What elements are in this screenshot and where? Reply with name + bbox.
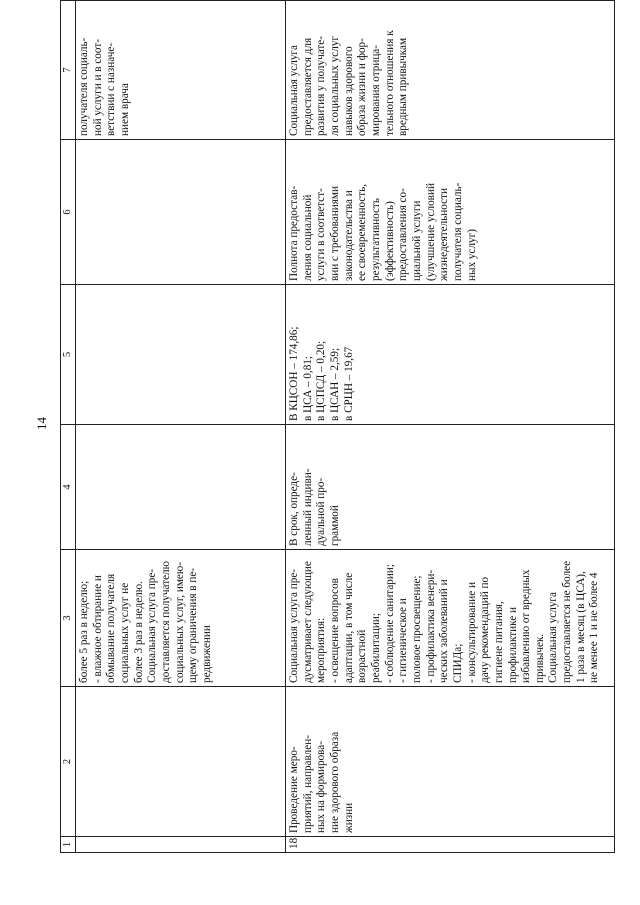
cell-line: приятий, направлен- — [301, 735, 314, 833]
cell-line: более 5 раз в неделю; — [78, 580, 90, 683]
cell-line: возрастной — [356, 629, 369, 683]
cell-line: жизни — [342, 802, 355, 833]
cell-line: предоставления со- — [397, 188, 410, 281]
row2-conditions — [286, 1, 615, 140]
header-col-2: 2 — [61, 687, 76, 837]
cell-line: (эффективность) — [383, 201, 396, 281]
header-col-4: 4 — [61, 425, 76, 550]
cell-line: дачу рекомендаций по — [479, 576, 492, 683]
cell-line: гигиене питания, — [492, 601, 505, 683]
cell-line: социальных услуг, имею- — [173, 562, 186, 683]
cell-line: избавлению от вредных — [520, 569, 533, 683]
row2-volume — [286, 285, 615, 425]
row2-quality — [286, 140, 615, 285]
header-col-5: 5 — [61, 285, 76, 425]
cell-line: В КЦСОН – 174,86; — [288, 326, 300, 421]
cell-line: щему ограничения в пе- — [187, 567, 200, 683]
table-row — [286, 1, 615, 853]
cell-line: услуги в соответст- — [315, 188, 328, 281]
row1-volume — [76, 285, 286, 425]
cell-line: ных на формирова- — [315, 741, 328, 833]
services-table — [60, 0, 615, 853]
cell-line: вредным привычкам — [397, 37, 410, 136]
cell-line: редвижении — [200, 625, 213, 683]
table-row — [76, 1, 286, 853]
cell-line: половое просвещение; — [410, 575, 423, 683]
cell-line: привычек. — [533, 633, 546, 683]
cell-line: СПИДа; — [451, 643, 464, 683]
cell-line: социальных услуг не — [118, 582, 131, 683]
cell-line: дуальной про- — [315, 477, 328, 546]
row2-description — [286, 550, 615, 687]
cell-line: не менее 1 и не более 4 — [588, 572, 601, 683]
cell-line: ческих заболеваний и — [438, 579, 451, 683]
header-col-6: 6 — [61, 140, 76, 285]
cell-line: жизнедеятельности — [438, 188, 451, 281]
cell-line: в ЦСПСД – 0,20; — [315, 340, 328, 421]
cell-line: - консультирование и — [465, 581, 478, 683]
cell-line: получателя социаль- — [78, 37, 90, 136]
cell-line: ленный индиви- — [301, 468, 314, 546]
cell-line: Социальная услуга пре- — [146, 568, 159, 683]
cell-line: реабилитации; — [369, 613, 382, 683]
cell-line: результативность — [369, 198, 382, 281]
cell-line: ние здорового образа — [328, 731, 341, 833]
cell-line: ля социальных услуг — [328, 35, 341, 136]
cell-line: мирования отрица- — [369, 44, 382, 136]
cell-line: получателя социаль- — [451, 182, 464, 281]
cell-line: 1 раза в месяц (в ЦСА), — [574, 571, 587, 683]
row1-quality — [76, 140, 286, 285]
cell-line: тельного отношения к — [383, 30, 396, 136]
row1-description — [76, 550, 286, 687]
cell-line: В срок, опреде- — [288, 472, 300, 546]
cell-line: в СРЦН – 19,67 — [342, 346, 355, 421]
cell-line: адаптации, в том числе — [342, 572, 355, 683]
cell-line: вии с требованиями — [328, 186, 341, 281]
cell-line: дусматривает следующие — [301, 561, 314, 683]
cell-line: ных услуг) — [465, 229, 478, 281]
cell-line: Проведение меро- — [288, 746, 300, 833]
row2-num — [286, 837, 615, 853]
row2-term — [286, 425, 615, 550]
header-col-1: 1 — [61, 837, 76, 853]
row2-name — [286, 687, 615, 837]
header-col-7: 7 — [61, 1, 76, 140]
cell-line: предоставляется для — [301, 37, 314, 136]
cell-line: нием врача — [118, 83, 131, 136]
row1-term — [76, 425, 286, 550]
header-row — [61, 1, 76, 853]
cell-line: законодательства и — [342, 190, 355, 281]
cell-line: в ЦСА – 0,81; — [301, 355, 314, 421]
rotated-page — [60, 1, 615, 853]
cell-line: ветствии с назначе- — [105, 42, 118, 136]
cell-line: профилактике и — [506, 606, 519, 683]
cell-line: Социальная услуга — [547, 592, 560, 683]
cell-line: ления социальной — [301, 194, 314, 281]
cell-line: мероприятия: — [315, 617, 328, 683]
cell-line: ее своевременность, — [356, 183, 369, 281]
row1-num — [76, 837, 286, 853]
cell-line: Социальная услуга пре- — [288, 568, 300, 683]
header-col-3: 3 — [61, 550, 76, 687]
cell-line: более 3 раз в неделю. — [132, 581, 145, 683]
cell-line: навыков здорового — [342, 46, 355, 136]
cell-line: - профилактика венери- — [424, 569, 437, 683]
page-number: 14 — [34, 417, 49, 430]
cell-line: граммой — [328, 505, 341, 546]
cell-line: (улучшение условий — [424, 183, 437, 281]
cell-line: Социальная услуга — [288, 45, 300, 136]
cell-line: предоставляется не более — [561, 560, 574, 683]
cell-line: - освещение вопросов — [328, 578, 341, 683]
cell-line: - соблюдение санитарии; — [383, 564, 396, 683]
cell-line: ной услуги и в соот- — [91, 39, 104, 136]
cell-line: - гигиеническое и — [397, 598, 410, 683]
cell-line: развития у получате- — [315, 36, 328, 136]
cell-line: циальной услуги — [410, 200, 423, 281]
cell-line: доставляется получателю — [159, 561, 172, 683]
cell-line: в ЦСАН – 2,59; — [328, 347, 341, 421]
cell-line: обмывание получателя — [105, 573, 118, 683]
row1-conditions — [76, 1, 286, 140]
cell-line: - влажное обтирание и — [91, 575, 104, 683]
row1-name — [76, 687, 286, 837]
cell-line: образа жизни и фор- — [356, 38, 369, 136]
cell-line: Полнота предостав- — [288, 185, 300, 281]
cell-line: 18 — [288, 837, 300, 849]
